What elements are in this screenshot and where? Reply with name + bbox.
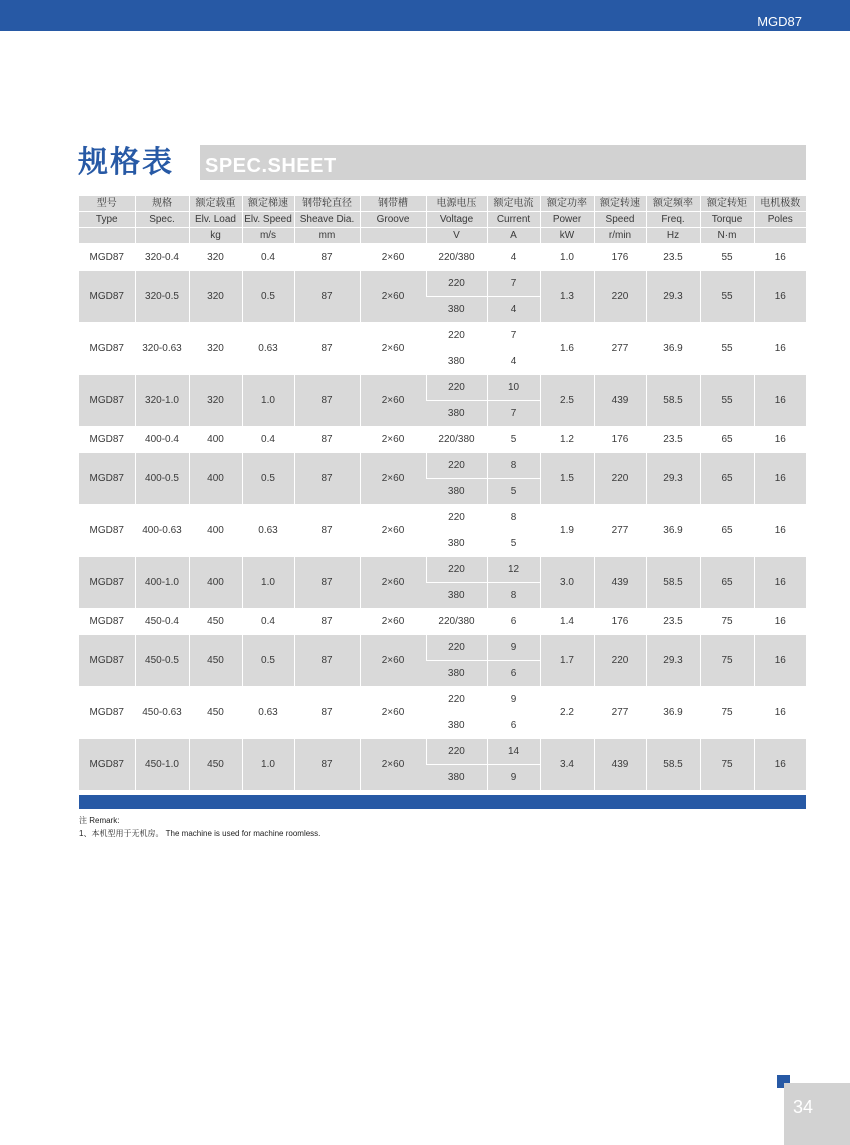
header-unit-cell: [360, 228, 426, 245]
cell-poles: 16: [754, 427, 806, 453]
cell-currents: 8: [487, 453, 540, 479]
cell-torque: 65: [700, 427, 754, 453]
cell-spec: 400-0.5: [135, 453, 189, 505]
cell-torque: 75: [700, 609, 754, 635]
cell-spec: 320-0.4: [135, 244, 189, 271]
header-en-cell: Elv. Speed: [242, 212, 294, 228]
header-en-cell: Freq.: [646, 212, 700, 228]
cell-torque: 75: [700, 635, 754, 687]
header-cn-cell: 额定电流: [487, 196, 540, 212]
cell-type: MGD87: [79, 271, 135, 323]
cell-currents: 9: [487, 765, 540, 791]
header-cn-cell: 额定转矩: [700, 196, 754, 212]
header-unit-cell: [754, 228, 806, 245]
cell-groove: 2×60: [360, 635, 426, 687]
cell-currents: 6: [487, 713, 540, 739]
header-en-cell: Speed: [594, 212, 646, 228]
cell-voltages: 220/380: [426, 427, 487, 453]
remark-heading: 注 Remark:: [79, 816, 120, 825]
cell-type: MGD87: [79, 427, 135, 453]
cell-currents: 12: [487, 557, 540, 583]
cell-voltages: 380: [426, 583, 487, 609]
cell-speed: 0.4: [242, 244, 294, 271]
table-row: [79, 323, 806, 349]
table-footer-bar: [79, 795, 806, 809]
header-unit-cell: [79, 228, 135, 245]
cell-rpm: 439: [594, 375, 646, 427]
cell-voltages: 220: [426, 557, 487, 583]
cell-freq: 58.5: [646, 557, 700, 609]
cell-torque: 55: [700, 375, 754, 427]
cell-currents: 9: [487, 687, 540, 713]
cell-voltages: 220: [426, 375, 487, 401]
cell-speed: 0.63: [242, 505, 294, 557]
cell-speed: 0.5: [242, 271, 294, 323]
header-cn-cell: 额定载重: [189, 196, 242, 212]
cell-currents: 4: [487, 349, 540, 375]
header-cn-cell: 型号: [79, 196, 135, 212]
cell-power: 1.4: [540, 609, 594, 635]
cell-type: MGD87: [79, 557, 135, 609]
cell-sheave: 87: [294, 375, 360, 427]
cell-spec: 400-0.4: [135, 427, 189, 453]
cell-load: 320: [189, 375, 242, 427]
table-row: [79, 453, 806, 479]
page-number-box: [784, 1083, 850, 1145]
cell-sheave: 87: [294, 557, 360, 609]
cell-spec: 450-0.4: [135, 609, 189, 635]
cell-groove: 2×60: [360, 427, 426, 453]
cell-speed: 0.63: [242, 687, 294, 739]
cell-rpm: 277: [594, 505, 646, 557]
header-en-cell: Spec.: [135, 212, 189, 228]
header-unit-cell: r/min: [594, 228, 646, 245]
cell-voltages: 220: [426, 739, 487, 765]
cell-sheave: 87: [294, 635, 360, 687]
cell-voltages: 380: [426, 479, 487, 505]
cell-load: 400: [189, 427, 242, 453]
cell-type: MGD87: [79, 453, 135, 505]
header-model: MGD87: [757, 14, 802, 29]
cell-currents: 7: [487, 323, 540, 349]
header-en-cell: Groove: [360, 212, 426, 228]
cell-poles: 16: [754, 453, 806, 505]
cell-freq: 29.3: [646, 271, 700, 323]
spec-table: [79, 196, 806, 791]
cell-torque: 55: [700, 323, 754, 375]
header-cn-cell: 钢带槽: [360, 196, 426, 212]
cell-type: MGD87: [79, 635, 135, 687]
cell-rpm: 220: [594, 271, 646, 323]
cell-load: 320: [189, 244, 242, 271]
cell-torque: 75: [700, 739, 754, 791]
cell-voltages: 380: [426, 713, 487, 739]
table-row: [79, 271, 806, 297]
cell-currents: 5: [487, 531, 540, 557]
cell-groove: 2×60: [360, 687, 426, 739]
table-row: [79, 505, 806, 531]
cell-currents: 4: [487, 244, 540, 271]
cell-voltages: 220: [426, 323, 487, 349]
cell-groove: 2×60: [360, 271, 426, 323]
cell-groove: 2×60: [360, 375, 426, 427]
header-en-cell: Power: [540, 212, 594, 228]
cell-currents: 4: [487, 297, 540, 323]
cell-speed: 0.63: [242, 323, 294, 375]
cell-groove: 2×60: [360, 739, 426, 791]
remark-note: 1、本机型用于无机房。 The machine is used for machine roomless.: [79, 829, 321, 838]
cell-groove: 2×60: [360, 244, 426, 271]
cell-freq: 36.9: [646, 323, 700, 375]
cell-spec: 320-1.0: [135, 375, 189, 427]
cell-groove: 2×60: [360, 453, 426, 505]
header-cn-cell: 规格: [135, 196, 189, 212]
table-row: [79, 244, 806, 271]
cell-freq: 23.5: [646, 427, 700, 453]
cell-groove: 2×60: [360, 323, 426, 375]
cell-power: 1.7: [540, 635, 594, 687]
header-en-cell: Current: [487, 212, 540, 228]
cell-power: 1.6: [540, 323, 594, 375]
header-unit-cell: V: [426, 228, 487, 245]
header-en-cell: Voltage: [426, 212, 487, 228]
cell-currents: 8: [487, 583, 540, 609]
header-bar: [0, 0, 850, 31]
cell-load: 400: [189, 453, 242, 505]
page-number: 34: [793, 1097, 814, 1117]
cell-currents: 6: [487, 661, 540, 687]
cell-power: 1.5: [540, 453, 594, 505]
cell-poles: 16: [754, 505, 806, 557]
table-row: [79, 687, 806, 713]
cell-voltages: 220/380: [426, 244, 487, 271]
cell-rpm: 220: [594, 453, 646, 505]
cell-poles: 16: [754, 244, 806, 271]
page-title-en: SPEC.SHEET: [205, 155, 337, 177]
cell-power: 2.5: [540, 375, 594, 427]
cell-torque: 65: [700, 453, 754, 505]
cell-sheave: 87: [294, 609, 360, 635]
cell-speed: 0.5: [242, 453, 294, 505]
cell-currents: 7: [487, 401, 540, 427]
cell-sheave: 87: [294, 427, 360, 453]
header-cn-cell: 额定转速: [594, 196, 646, 212]
cell-power: 1.0: [540, 244, 594, 271]
cell-rpm: 277: [594, 323, 646, 375]
cell-currents: 14: [487, 739, 540, 765]
cell-rpm: 176: [594, 427, 646, 453]
cell-speed: 0.4: [242, 427, 294, 453]
cell-speed: 0.4: [242, 609, 294, 635]
header-en-cell: Type: [79, 212, 135, 228]
cell-spec: 320-0.63: [135, 323, 189, 375]
cell-spec: 450-0.63: [135, 687, 189, 739]
cell-sheave: 87: [294, 505, 360, 557]
header-cn-cell: 钢带轮直径: [294, 196, 360, 212]
cell-power: 2.2: [540, 687, 594, 739]
cell-voltages: 220/380: [426, 609, 487, 635]
cell-speed: 1.0: [242, 375, 294, 427]
cell-voltages: 380: [426, 297, 487, 323]
table-row: [79, 557, 806, 583]
cell-voltages: 220: [426, 687, 487, 713]
cell-power: 1.3: [540, 271, 594, 323]
cell-power: 1.9: [540, 505, 594, 557]
cell-spec: 400-1.0: [135, 557, 189, 609]
header-unit-cell: A: [487, 228, 540, 245]
cell-freq: 36.9: [646, 505, 700, 557]
cell-torque: 55: [700, 244, 754, 271]
cell-torque: 65: [700, 505, 754, 557]
cell-load: 450: [189, 687, 242, 739]
cell-currents: 7: [487, 271, 540, 297]
table-row: [79, 635, 806, 661]
header-unit-cell: [135, 228, 189, 245]
cell-speed: 1.0: [242, 739, 294, 791]
header-unit-cell: kg: [189, 228, 242, 245]
header-en-cell: Torque: [700, 212, 754, 228]
cell-load: 320: [189, 271, 242, 323]
cell-spec: 450-1.0: [135, 739, 189, 791]
cell-freq: 23.5: [646, 244, 700, 271]
cell-groove: 2×60: [360, 557, 426, 609]
header-en-row: [79, 212, 806, 228]
cell-freq: 58.5: [646, 375, 700, 427]
header-en-cell: Poles: [754, 212, 806, 228]
cell-voltages: 380: [426, 349, 487, 375]
cell-voltages: 220: [426, 635, 487, 661]
header-unit-cell: mm: [294, 228, 360, 245]
table-row: [79, 375, 806, 401]
cell-rpm: 176: [594, 244, 646, 271]
cell-sheave: 87: [294, 323, 360, 375]
cell-freq: 36.9: [646, 687, 700, 739]
cell-torque: 75: [700, 687, 754, 739]
cell-load: 400: [189, 557, 242, 609]
cell-type: MGD87: [79, 375, 135, 427]
header-cn-cell: 额定功率: [540, 196, 594, 212]
remark: [79, 814, 320, 840]
cell-type: MGD87: [79, 739, 135, 791]
cell-poles: 16: [754, 739, 806, 791]
cell-voltages: 220: [426, 453, 487, 479]
cell-freq: 23.5: [646, 609, 700, 635]
cell-type: MGD87: [79, 244, 135, 271]
cell-poles: 16: [754, 557, 806, 609]
page-title-cn: 规格表: [78, 145, 174, 180]
cell-sheave: 87: [294, 453, 360, 505]
table-row: [79, 739, 806, 765]
cell-power: 3.0: [540, 557, 594, 609]
header-cn-cell: 电机极数: [754, 196, 806, 212]
header-unit-cell: N·m: [700, 228, 754, 245]
header-cn-cell: 电源电压: [426, 196, 487, 212]
cell-currents: 9: [487, 635, 540, 661]
cell-torque: 65: [700, 557, 754, 609]
cell-power: 1.2: [540, 427, 594, 453]
header-cn-row: [79, 196, 806, 212]
cell-groove: 2×60: [360, 609, 426, 635]
cell-currents: 10: [487, 375, 540, 401]
cell-load: 450: [189, 739, 242, 791]
cell-poles: 16: [754, 687, 806, 739]
cell-freq: 29.3: [646, 453, 700, 505]
cell-currents: 5: [487, 427, 540, 453]
cell-speed: 1.0: [242, 557, 294, 609]
cell-rpm: 277: [594, 687, 646, 739]
cell-type: MGD87: [79, 323, 135, 375]
cell-poles: 16: [754, 375, 806, 427]
cell-voltages: 380: [426, 401, 487, 427]
title-bar: [200, 145, 806, 180]
cell-currents: 8: [487, 505, 540, 531]
header-en-cell: Sheave Dia.: [294, 212, 360, 228]
cell-poles: 16: [754, 323, 806, 375]
cell-load: 320: [189, 323, 242, 375]
cell-voltages: 380: [426, 661, 487, 687]
cell-type: MGD87: [79, 505, 135, 557]
cell-voltages: 380: [426, 765, 487, 791]
cell-load: 400: [189, 505, 242, 557]
cell-poles: 16: [754, 271, 806, 323]
table-row: [79, 427, 806, 453]
header-unit-row: [79, 228, 806, 245]
cell-voltages: 220: [426, 271, 487, 297]
cell-load: 450: [189, 609, 242, 635]
header-cn-cell: 额定梯速: [242, 196, 294, 212]
cell-type: MGD87: [79, 687, 135, 739]
cell-rpm: 176: [594, 609, 646, 635]
cell-spec: 320-0.5: [135, 271, 189, 323]
cell-torque: 55: [700, 271, 754, 323]
header-cn-cell: 额定频率: [646, 196, 700, 212]
cell-type: MGD87: [79, 609, 135, 635]
cell-power: 3.4: [540, 739, 594, 791]
cell-voltages: 380: [426, 531, 487, 557]
table-row: [79, 609, 806, 635]
cell-spec: 400-0.63: [135, 505, 189, 557]
cell-rpm: 439: [594, 739, 646, 791]
cell-rpm: 439: [594, 557, 646, 609]
cell-sheave: 87: [294, 687, 360, 739]
header-unit-cell: kW: [540, 228, 594, 245]
cell-currents: 5: [487, 479, 540, 505]
cell-freq: 29.3: [646, 635, 700, 687]
cell-poles: 16: [754, 635, 806, 687]
header-en-cell: Elv. Load: [189, 212, 242, 228]
cell-sheave: 87: [294, 271, 360, 323]
cell-poles: 16: [754, 609, 806, 635]
cell-load: 450: [189, 635, 242, 687]
cell-spec: 450-0.5: [135, 635, 189, 687]
cell-sheave: 87: [294, 244, 360, 271]
cell-groove: 2×60: [360, 505, 426, 557]
cell-rpm: 220: [594, 635, 646, 687]
cell-currents: 6: [487, 609, 540, 635]
cell-freq: 58.5: [646, 739, 700, 791]
cell-sheave: 87: [294, 739, 360, 791]
header-unit-cell: Hz: [646, 228, 700, 245]
cell-voltages: 220: [426, 505, 487, 531]
header-unit-cell: m/s: [242, 228, 294, 245]
cell-speed: 0.5: [242, 635, 294, 687]
